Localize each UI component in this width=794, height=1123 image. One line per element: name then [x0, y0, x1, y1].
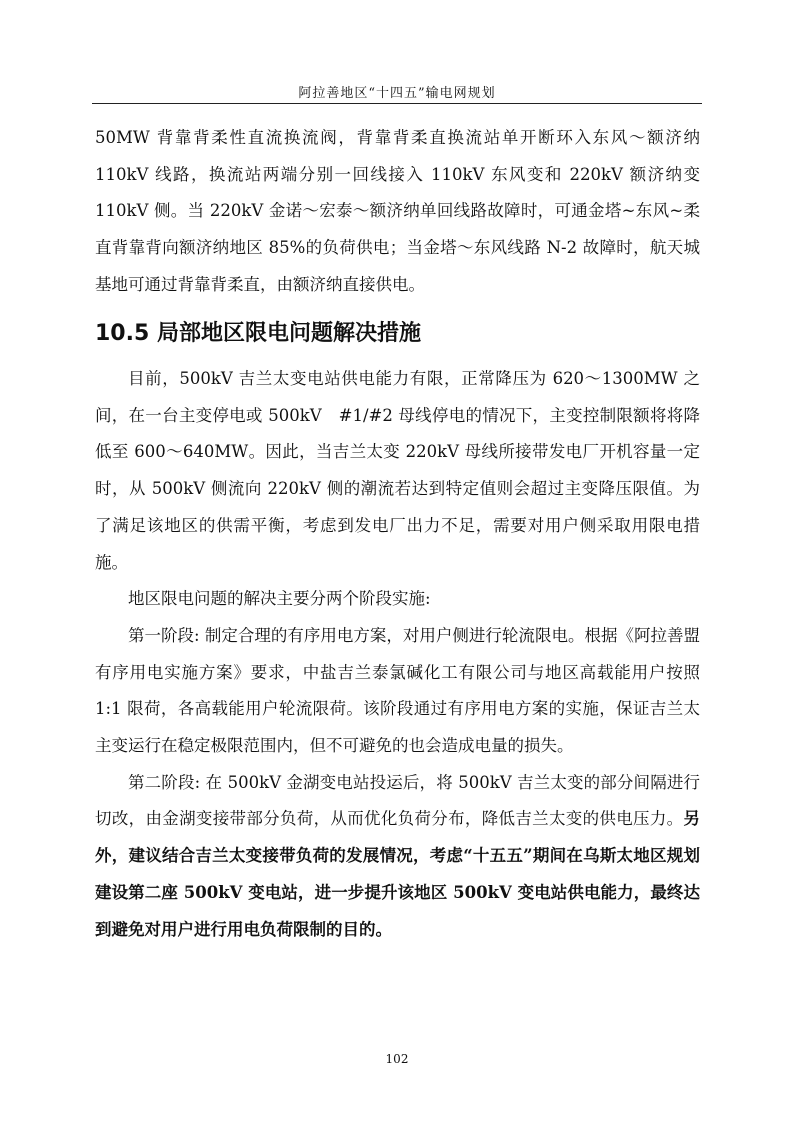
section-heading: 10.5 局部地区限电问题解决措施 — [95, 321, 421, 346]
section-body — [95, 361, 700, 948]
intro-paragraph: 50MW 背靠背柔性直流换流阀，背靠背柔直换流站单开断环入东风～额济纳 110kV 线路，换流站两端分别一回线接入 110kV 东风变和 220kV 额济纳变 110kV 侧。当 220kV 金诺～宏泰～额济纳单回线路故障时，可通金塔~东风~柔直背靠背向额济纳地区 85%的负荷供电；当金塔～东风线路 N-2 故障时，航天城基地可通过背靠背柔直，由额济纳直接供电。 — [95, 128, 700, 294]
paragraph-3: 第一阶段: 制定合理的有序用电方案，对用户侧进行轮流限电。根据《阿拉善盟有序用电实施方案》要求，中盐吉兰泰氯碱化工有限公司与地区高载能用户按照 1:1 限荷，各高载能用户轮流限荷。该阶段通过有序用电方案的实施，保证吉兰太主变运行在稳定极限范围内，但不可避免的也会造成电量的损失。 — [95, 625, 700, 756]
header-divider — [92, 103, 702, 104]
paragraph-4-normal: 第二阶段: 在 500kV 金湖变电站投运后，将 500kV 吉兰太变的部分间隔进行切改，由金湖变接带部分负荷，从而优化负荷分布，降低吉兰太变的供电压力。 — [95, 772, 700, 829]
paragraph-2: 地区限电问题的解决主要分两个阶段实施: — [128, 589, 431, 609]
paragraph-4-bold: 另外，建议结合吉兰太变接带负荷的发展情况，考虑“十五五”期间在乌斯太地区规划建设第二座 500kV 变电站，进一步提升该地区 500kV 变电站供电能力，最终达到避免对用户进行用电负荷限制的目的。 — [95, 809, 700, 939]
intro-block — [95, 120, 700, 304]
running-header: 阿拉善地区“十四五”输电网规划 — [298, 86, 496, 101]
paragraph-1: 目前，500kV 吉兰太变电站供电能力有限，正常降压为 620～1300MW 之间，在一台主变停电或 500kV #1/#2 母线停电的情况下，主变控制限额将将降低至 600～640MW。因此，当吉兰太变 220kV 母线所接带发电厂开机容量一定时，从 500kV 侧流向 220kV 侧的潮流若达到特定值则会超过主变降压限值。为了满足该地区的供需平衡，考虑到发电厂出力不足，需要对用户侧采取用限电措施。 — [95, 369, 700, 572]
paragraph-4 — [95, 765, 700, 949]
page-number: 102 — [385, 1052, 409, 1066]
